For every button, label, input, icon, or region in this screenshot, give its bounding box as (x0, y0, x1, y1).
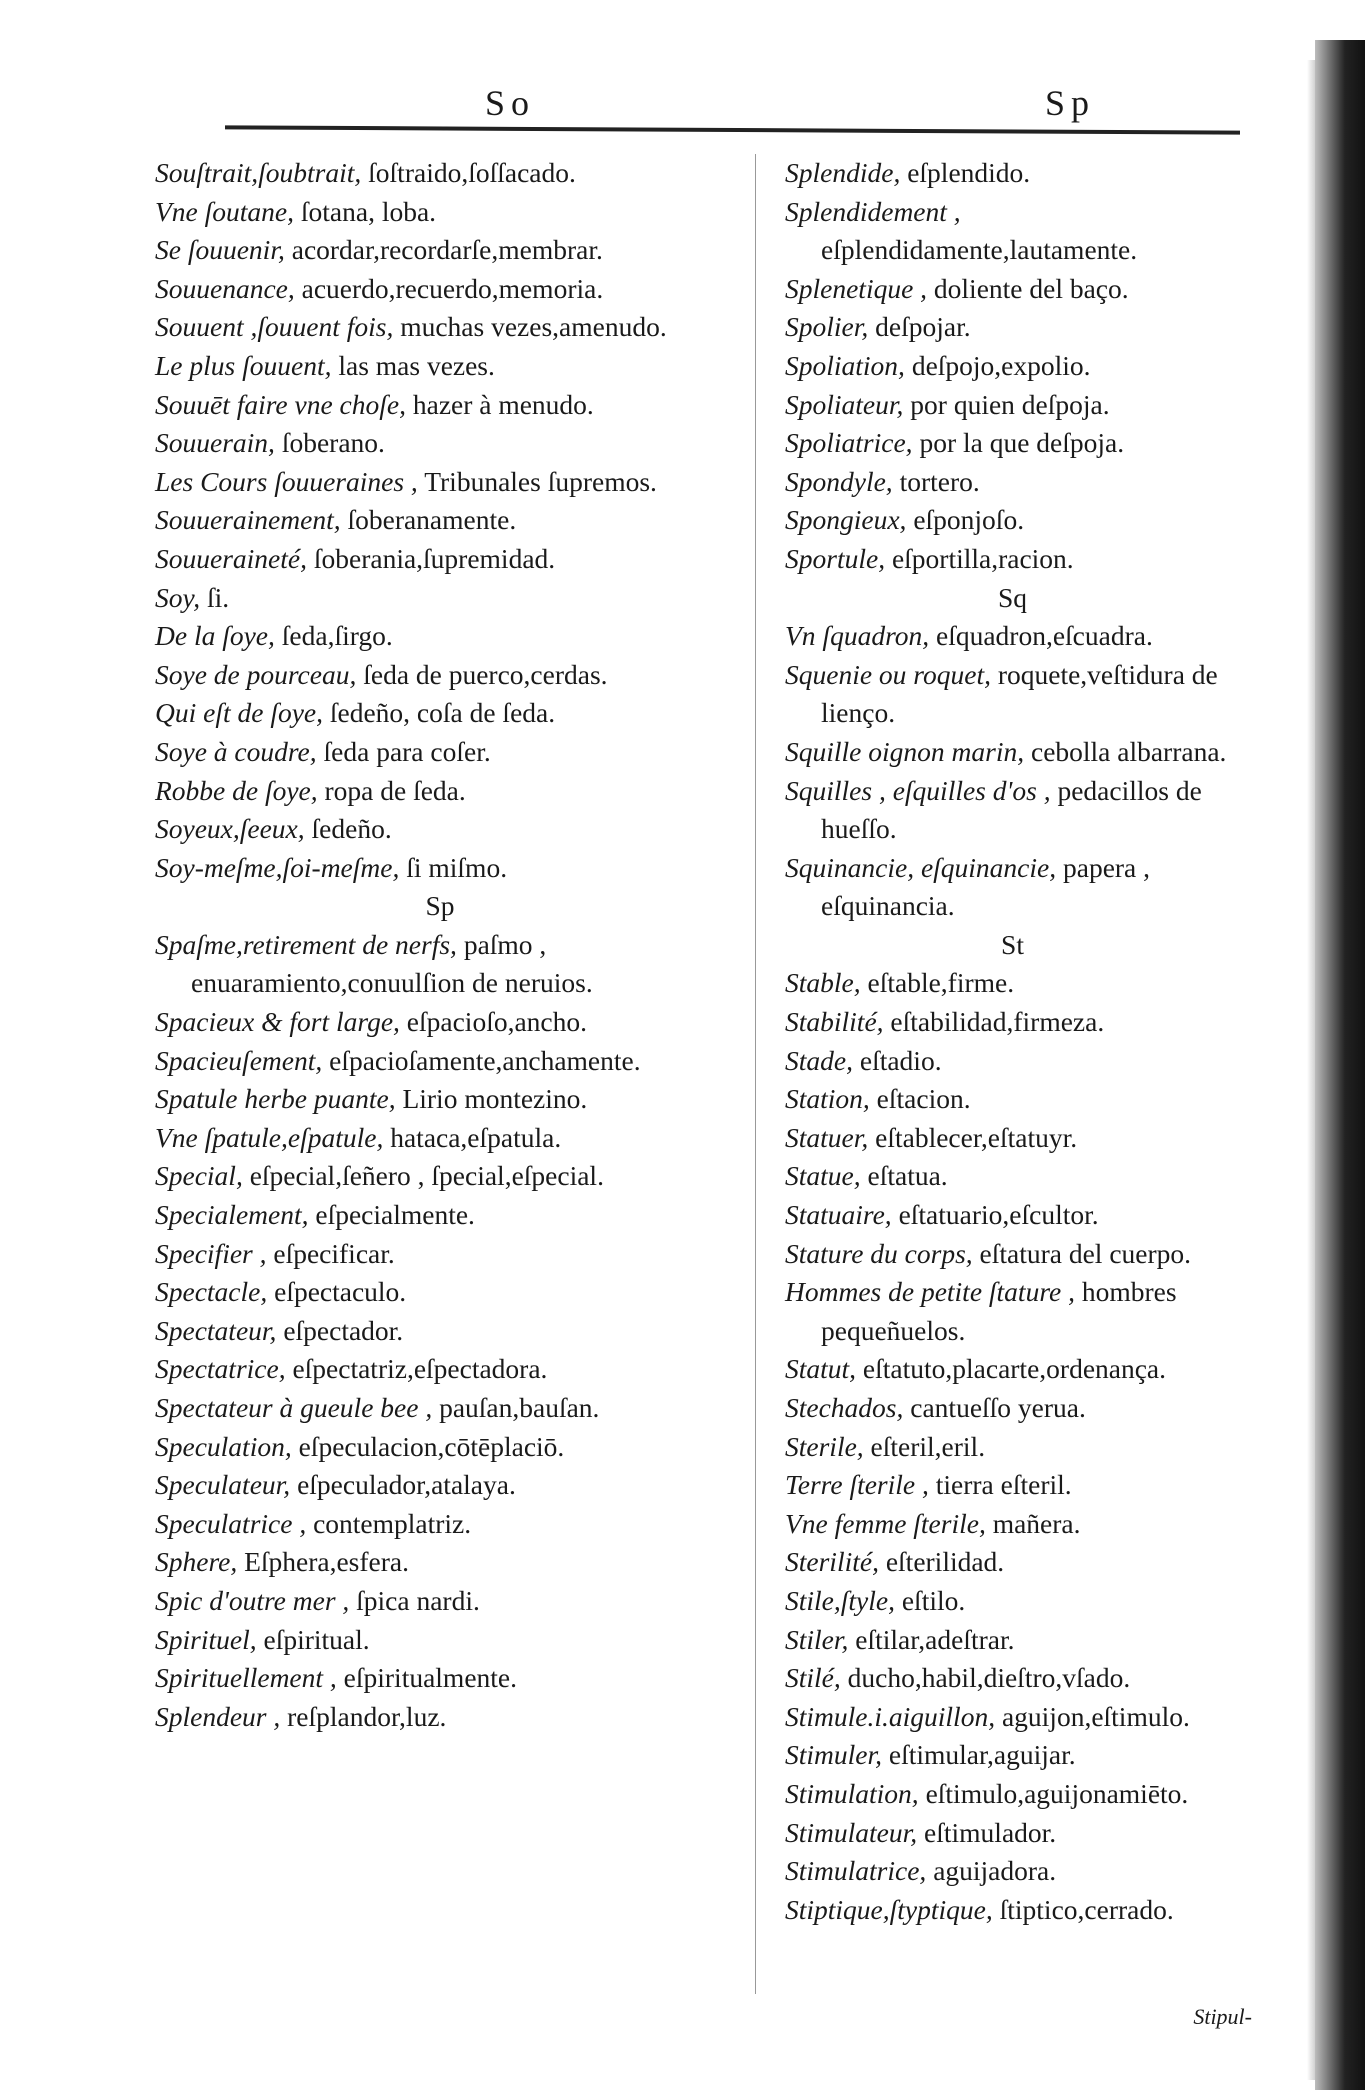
translation: reſplandor,luz. (287, 1700, 447, 1732)
headword: Spoliatrice, (785, 427, 913, 459)
headword: Stilé, (785, 1662, 841, 1694)
translation: eſpeculacion,cōtēplaciō. (298, 1430, 565, 1462)
dictionary-entry (785, 656, 1240, 733)
headword: Souuēt faire vne choſe, (155, 388, 406, 420)
headword: Squille oignon marin, (785, 735, 1025, 767)
headword: Souuerain, (155, 427, 275, 459)
headword: Statut, (785, 1353, 857, 1385)
dictionary-entry (155, 386, 725, 425)
headword: Specifier , (155, 1237, 267, 1269)
dictionary-entry (785, 1466, 1240, 1505)
headword: Souuenance, (155, 272, 295, 304)
translation: eſtimulo,aguijonamiēto. (925, 1777, 1189, 1809)
translation: Eſphera,esfera. (244, 1546, 409, 1578)
dictionary-entry (155, 540, 725, 579)
translation: contemplatriz. (313, 1507, 472, 1539)
headword: Les Cours ſouueraines , (155, 465, 418, 497)
dictionary-entry (785, 154, 1240, 193)
dictionary-entry (785, 1775, 1240, 1814)
dictionary-entry (785, 386, 1240, 425)
dictionary-entry (785, 1659, 1240, 1698)
translation: acordar,recordarſe,membrar. (291, 234, 603, 266)
headword: Spectateur, (155, 1314, 277, 1346)
translation: deſpojar. (875, 311, 971, 343)
translation: eſpeculador,atalaya. (297, 1469, 516, 1501)
translation: eſtabilidad,firmeza. (890, 1006, 1105, 1038)
headword: Splendidement , (785, 195, 961, 227)
translation: por quien deſpoja. (910, 388, 1110, 420)
dictionary-entry (155, 1312, 725, 1351)
headword: Vne femme ſterile, (785, 1507, 986, 1539)
dictionary-entry (155, 463, 725, 502)
dictionary-entry (785, 1273, 1240, 1350)
headword: Stature du corps, (785, 1237, 973, 1269)
dictionary-entry (785, 617, 1240, 656)
dictionary-entry (155, 424, 725, 463)
dictionary-entry (785, 1428, 1240, 1467)
translation: muchas vezes,amenudo. (400, 311, 667, 343)
dictionary-entry (155, 694, 725, 733)
dictionary-entry (155, 1273, 725, 1312)
headword: Spolier, (785, 311, 869, 343)
headword: Robbe de ſoye, (155, 774, 318, 806)
dictionary-entry (785, 501, 1240, 540)
dictionary-entry (155, 1659, 725, 1698)
headword: Soye de pourceau, (155, 658, 357, 690)
dictionary-entry (785, 849, 1240, 926)
page-edge (1307, 60, 1315, 2080)
translation: eſpectador. (283, 1314, 404, 1346)
dictionary-entry (155, 1235, 725, 1274)
dictionary-entry (155, 1466, 725, 1505)
translation: eſtablecer,eſtatuyr. (875, 1121, 1078, 1153)
dictionary-entry (155, 1119, 725, 1158)
headword: Stimule.i.aiguillon, (785, 1700, 996, 1732)
dictionary-entry (785, 733, 1240, 772)
dictionary-entry (785, 1891, 1240, 1930)
dictionary-entry (155, 1698, 725, 1737)
headword: Vne ſoutane, (155, 195, 294, 227)
dictionary-entry (785, 308, 1240, 347)
translation: Tribunales ſupremos. (424, 465, 657, 497)
translation: eſtatuto,placarte,ordenança. (862, 1353, 1167, 1385)
headword: Speculateur, (155, 1469, 291, 1501)
translation: eſportilla,racion. (891, 542, 1074, 574)
headword: Vne ſpatule,eſpatule, (155, 1121, 384, 1153)
dictionary-entry (785, 1852, 1240, 1891)
translation: eſpectatriz,eſpectadora. (292, 1353, 548, 1385)
translation: ſoberano. (281, 427, 385, 459)
dictionary-entry (155, 772, 725, 811)
headword: Spondyle, (785, 465, 893, 497)
dictionary-entry (785, 347, 1240, 386)
left-column (155, 154, 725, 1736)
headword: Spirituellement , (155, 1662, 337, 1694)
translation: ſpica nardi. (356, 1584, 480, 1616)
dictionary-entry (785, 772, 1240, 849)
right-column (785, 154, 1240, 1929)
headword: Sterile, (785, 1430, 864, 1462)
dictionary-entry (155, 347, 725, 386)
headword: Sportule, (785, 542, 886, 574)
translation: eſpacioſo,ancho. (406, 1006, 587, 1038)
translation: cantueſſo yerua. (910, 1392, 1086, 1423)
dictionary-entry (155, 926, 725, 1003)
translation: eſtadio. (859, 1044, 942, 1076)
headword: Soyeux,ſeeux, (155, 813, 305, 845)
dictionary-entry (155, 579, 725, 618)
column-divider (755, 154, 756, 1994)
translation: eſplendidamente,lautamente. (821, 234, 1138, 266)
dictionary-entry (155, 1389, 725, 1428)
headword: Hommes de petite ſtature , (785, 1276, 1075, 1308)
dictionary-entry (155, 1157, 725, 1196)
translation: eſterilidad. (885, 1546, 1005, 1578)
headword: Souuerainement, (155, 504, 341, 536)
translation: ſtiptico,cerrado. (999, 1893, 1174, 1925)
headword: Soye à coudre, (155, 735, 317, 767)
translation: ſotana, loba. (300, 195, 437, 227)
translation: deſpojo,expolio. (911, 349, 1091, 381)
translation: eſteril,eril. (870, 1430, 986, 1462)
headword: Stechados, (785, 1392, 904, 1423)
dictionary-entry (785, 193, 1240, 270)
dictionary-entry (155, 733, 725, 772)
headword: Statue, (785, 1160, 861, 1192)
headword: Stade, (785, 1044, 853, 1076)
translation: mañera. (992, 1507, 1081, 1539)
translation: hataca,eſpatula. (390, 1121, 562, 1153)
headword: Spirituel, (155, 1623, 257, 1655)
headword: Vn ſquadron, (785, 620, 930, 652)
headword: Spectateur à gueule bee , (155, 1392, 433, 1423)
dictionary-entry (155, 1196, 725, 1235)
translation: ſoſtraido,ſoſſacado. (368, 157, 576, 188)
headword: Speculatrice , (155, 1507, 307, 1539)
dictionary-entry (785, 1389, 1240, 1428)
headword: Souuent ,ſouuent fois, (155, 311, 394, 343)
dictionary-entry (785, 1814, 1240, 1853)
translation: eſtilar,adeſtrar. (855, 1623, 1015, 1655)
headword: Le plus ſouuent, (155, 349, 332, 381)
dictionary-entry (785, 1157, 1240, 1196)
translation: pauſan,bauſan. (439, 1392, 600, 1423)
headword: Stimulateur, (785, 1816, 918, 1848)
translation: eſpacioſamente,anchamente. (329, 1044, 641, 1076)
dictionary-entry (785, 1119, 1240, 1158)
headword: Sphere, (155, 1546, 238, 1578)
headword: Stiler, (785, 1623, 849, 1655)
dictionary-entry (785, 424, 1240, 463)
headword: Spoliation, (785, 349, 905, 381)
headword: Se ſouuenir, (155, 234, 285, 266)
dictionary-entry (785, 1080, 1240, 1119)
dictionary-entry (155, 1003, 725, 1042)
dictionary-entry (155, 810, 725, 849)
dictionary-entry (785, 270, 1240, 309)
dictionary-entry (155, 154, 725, 193)
translation: ſedeño. (311, 813, 392, 845)
dictionary-entry (155, 617, 725, 656)
dictionary-entry (785, 1196, 1240, 1235)
translation: ſeda para coſer. (323, 735, 491, 767)
dictionary-entry (785, 540, 1240, 579)
running-head-right: Sp (1045, 83, 1096, 123)
dictionary-entry (155, 1428, 725, 1467)
translation: eſtacion. (876, 1083, 971, 1115)
headword: Splendide, (785, 157, 901, 188)
dictionary-entry (785, 1543, 1240, 1582)
translation: acuerdo,recuerdo,memoria. (301, 272, 604, 304)
headword: Stimuler, (785, 1739, 883, 1771)
dictionary-entry (785, 1505, 1240, 1544)
headword: Special, (155, 1160, 243, 1192)
headword: Stile,ſtyle, (785, 1584, 895, 1616)
headword: Spacieux & fort large, (155, 1006, 400, 1038)
dictionary-entry (785, 1698, 1240, 1737)
dictionary-entry (785, 1736, 1240, 1775)
translation: ſoberanamente. (347, 504, 517, 536)
translation: papera , eſquinancia. (821, 851, 1151, 922)
headword: Soy, (155, 581, 201, 613)
headword: Splenetique , (785, 272, 928, 304)
headword: Stable, (785, 967, 861, 999)
translation: eſpiritual. (263, 1623, 370, 1655)
headword: Spacieuſement, (155, 1044, 323, 1076)
dictionary-entry (155, 270, 725, 309)
dictionary-entry (785, 1042, 1240, 1081)
dictionary-entry (155, 849, 725, 888)
headword: Stimulatrice, (785, 1855, 927, 1887)
translation: eſtilo. (901, 1584, 966, 1616)
headword: Splendeur , (155, 1700, 281, 1732)
dictionary-entry (785, 1235, 1240, 1274)
dictionary-entry (785, 964, 1240, 1003)
headword: Stimulation, (785, 1777, 919, 1809)
translation: doliente del baço. (933, 272, 1129, 304)
headword: Spoliateur, (785, 388, 904, 420)
headword: Station, (785, 1083, 870, 1115)
translation: eſpiritualmente. (343, 1662, 517, 1694)
translation: eſpectaculo. (274, 1276, 407, 1308)
section-header: Sp (425, 890, 455, 922)
dictionary-entry (155, 1042, 725, 1081)
section-header: Sq (997, 581, 1028, 613)
translation: eſpecialmente. (315, 1199, 475, 1231)
page-edge-shadow (1315, 40, 1365, 2090)
headword: Sterilité, (785, 1546, 879, 1578)
running-head-left: So (485, 83, 536, 123)
dictionary-page (155, 70, 1270, 2060)
headword: Statuaire, (785, 1199, 892, 1231)
dictionary-entry (785, 463, 1240, 502)
dictionary-entry (155, 1350, 725, 1389)
dictionary-entry (155, 656, 725, 695)
headword: Terre ſterile , (785, 1469, 929, 1501)
headword: Statuer, (785, 1121, 869, 1153)
headword: Souueraineté, (155, 542, 307, 574)
translation: pedacillos de hueſſo. (821, 774, 1202, 845)
translation: ſeda de puerco,cerdas. (363, 658, 608, 690)
headword: Soy-meſme,ſoi-meſme, (155, 851, 400, 883)
translation: ducho,habil,dieſtro,vſado. (847, 1662, 1131, 1694)
headword: Spic d'outre mer , (155, 1584, 350, 1616)
dictionary-entry (155, 1080, 725, 1119)
dictionary-entry (155, 231, 725, 270)
translation: roquete,veſtidura de lienço. (821, 658, 1218, 729)
dictionary-entry (155, 1582, 725, 1621)
headword: Spaſme,retirement de nerfs, (155, 928, 457, 960)
translation: eſpecial,ſeñero , ſpecial,eſpecial. (249, 1160, 604, 1192)
translation: eſtable,firme. (867, 967, 1015, 999)
dictionary-entry (155, 1505, 725, 1544)
translation: hombres pequeñuelos. (821, 1276, 1177, 1346)
translation: ſi miſmo. (406, 851, 508, 883)
translation: ropa de ſeda. (324, 774, 466, 806)
translation: ſi. (206, 581, 230, 613)
dictionary-entry (155, 501, 725, 540)
translation: hazer à menudo. (412, 388, 594, 420)
dictionary-entry (785, 1350, 1240, 1389)
dictionary-entry (785, 1621, 1240, 1660)
headword: Squilles , eſquilles d'os , (785, 774, 1051, 806)
translation: ſedeño, coſa de ſeda. (329, 697, 556, 729)
headword: Spatule herbe puante, (155, 1083, 396, 1115)
translation: ſoberania,ſupremidad. (313, 542, 556, 574)
header-rule (225, 125, 1240, 134)
translation: las mas vezes. (338, 349, 495, 381)
translation: tierra eſteril. (935, 1469, 1072, 1501)
translation: eſpecificar. (273, 1237, 395, 1269)
headword: Squenie ou roquet, (785, 658, 991, 690)
headword: Specialement, (155, 1199, 309, 1231)
dictionary-entry (785, 1003, 1240, 1042)
translation: cebolla albarrana. (1030, 735, 1227, 767)
translation: aguijon,eſtimulo. (1001, 1700, 1190, 1732)
dictionary-entry (155, 1543, 725, 1582)
headword: De la ſoye, (155, 620, 275, 652)
dictionary-entry (155, 308, 725, 347)
dictionary-entry (155, 193, 725, 232)
dictionary-entry (155, 1621, 725, 1660)
headword: Qui eſt de ſoye, (155, 697, 323, 729)
translation: eſtatuario,eſcultor. (898, 1199, 1099, 1231)
translation: paſmo , enuaramiento,conuulſion de neruios. (191, 928, 593, 999)
translation: Lirio montezino. (402, 1083, 588, 1115)
headword: Spongieux, (785, 504, 907, 536)
section-header: St (1001, 928, 1024, 960)
catchword: Stipul- (1193, 2004, 1252, 2029)
translation: eſtimulador. (924, 1816, 1057, 1848)
headword: Speculation, (155, 1430, 292, 1462)
translation: eſquadron,eſcuadra. (936, 620, 1153, 652)
dictionary-entry (785, 1582, 1240, 1621)
translation: tortero. (899, 465, 980, 497)
translation: eſplendido. (907, 157, 1031, 188)
headword: Stabilité, (785, 1006, 884, 1038)
headword: Souſtrait,ſoubtrait, (155, 157, 362, 188)
headword: Stiptique,ſtyptique, (785, 1893, 993, 1925)
headword: Squinancie, eſquinancie, (785, 851, 1057, 883)
translation: por la que deſpoja. (919, 427, 1125, 459)
translation: eſtimular,aguijar. (888, 1739, 1076, 1771)
headword: Spectatrice, (155, 1353, 286, 1385)
translation: eſponjoſo. (913, 504, 1025, 536)
translation: ſeda,ſirgo. (281, 620, 393, 652)
translation: eſtatura del cuerpo. (979, 1237, 1192, 1269)
translation: aguijadora. (933, 1855, 1057, 1887)
headword: Spectacle, (155, 1276, 268, 1308)
translation: eſtatua. (867, 1160, 948, 1192)
